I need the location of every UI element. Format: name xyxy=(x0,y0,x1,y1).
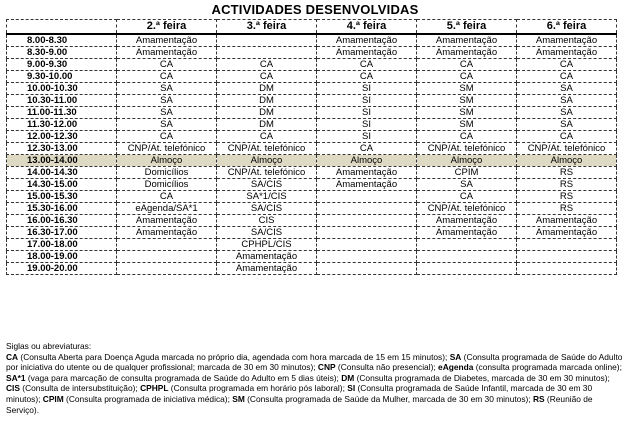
time-slot: 9.30-10.00 xyxy=(7,71,117,83)
legend-abbr: DM xyxy=(341,372,355,383)
schedule-cell: SA xyxy=(517,107,617,119)
schedule-cell: Amamentação xyxy=(117,34,217,47)
schedule-cell: CA xyxy=(117,59,217,71)
legend-desc: (Consulta de intersubstituição); xyxy=(19,383,141,394)
schedule-cell: CIS xyxy=(217,215,317,227)
table-row xyxy=(7,251,617,263)
table-row xyxy=(7,179,617,191)
schedule-cell: SA/CIS xyxy=(217,179,317,191)
schedule-cell xyxy=(117,239,217,251)
schedule-cell: SA xyxy=(117,107,217,119)
schedule-cell: Amamentação xyxy=(517,215,617,227)
schedule-cell: Amamentação xyxy=(317,179,417,191)
legend-abbr: CPIM xyxy=(42,393,64,404)
table-row xyxy=(7,263,617,275)
time-slot: 15.00-15.30 xyxy=(7,191,117,203)
schedule-cell: RS xyxy=(517,167,617,179)
schedule-cell: Amamentação xyxy=(417,215,517,227)
time-slot: 12.30-13.00 xyxy=(7,143,117,155)
time-slot: 12.00-12.30 xyxy=(7,131,117,143)
legend-desc: (Consulta não presencial); xyxy=(335,362,439,373)
schedule-cell: Amamentação xyxy=(317,34,417,47)
day-header: 2.ª feira xyxy=(117,20,217,35)
schedule-cell xyxy=(417,251,517,263)
time-slot: 14.30-15.00 xyxy=(7,179,117,191)
schedule-cell: CNP/At. telefónico xyxy=(217,167,317,179)
table-row xyxy=(7,131,617,143)
legend-abbr: SA*1 xyxy=(6,372,26,383)
schedule-cell xyxy=(517,239,617,251)
time-slot: 19.00-20.00 xyxy=(7,263,117,275)
schedule-cell: Almoço xyxy=(417,155,517,167)
day-header: 5.ª feira xyxy=(417,20,517,35)
schedule-cell: SI xyxy=(317,107,417,119)
table-row xyxy=(7,34,617,47)
time-slot: 8.00-8.30 xyxy=(7,34,117,47)
legend-desc: (Consulta programada de Saúde Infantil, marcada de 30 em 30 minutos); xyxy=(6,383,593,404)
schedule-cell xyxy=(417,263,517,275)
schedule-cell: CNP/At. telefónico xyxy=(417,203,517,215)
table-row xyxy=(7,215,617,227)
schedule-cell: SA*1/CIS xyxy=(217,191,317,203)
schedule-cell: RS xyxy=(517,191,617,203)
schedule-cell: SA/CIS xyxy=(217,203,317,215)
time-slot: 11.30-12.00 xyxy=(7,119,117,131)
schedule-cell xyxy=(317,191,417,203)
schedule-cell: Amamentação xyxy=(217,251,317,263)
table-row xyxy=(7,83,617,95)
legend xyxy=(6,341,624,415)
legend-abbr: SM xyxy=(232,393,245,404)
time-slot: 17.00-18.00 xyxy=(7,239,117,251)
header-row xyxy=(7,20,617,35)
schedule-cell: SA xyxy=(117,95,217,107)
table-row xyxy=(7,191,617,203)
schedule-cell: DM xyxy=(217,119,317,131)
schedule-cell: SA xyxy=(517,119,617,131)
schedule-cell: SA xyxy=(117,83,217,95)
legend-abbr: RS xyxy=(532,393,545,404)
schedule-cell: DM xyxy=(217,95,317,107)
table-row xyxy=(7,239,617,251)
time-slot: 9.00-9.30 xyxy=(7,59,117,71)
schedule-cell: SA xyxy=(117,119,217,131)
table-row xyxy=(7,71,617,83)
schedule-cell xyxy=(517,251,617,263)
schedule-cell: CPHPL/CIS xyxy=(217,239,317,251)
schedule-cell: SI xyxy=(317,119,417,131)
legend-abbr: SI xyxy=(347,383,356,394)
time-slot: 8.30-9.00 xyxy=(7,47,117,59)
schedule-cell: CA xyxy=(217,59,317,71)
schedule-cell: CA xyxy=(317,71,417,83)
schedule-cell: DM xyxy=(217,107,317,119)
table-row xyxy=(7,143,617,155)
schedule-cell xyxy=(317,215,417,227)
legend-desc: (Consulta programada de Saúde da Mulher, marcada de 30 em 30 minutos); xyxy=(244,393,533,404)
schedule-cell: Amamentação xyxy=(417,34,517,47)
time-slot: 16.30-17.00 xyxy=(7,227,117,239)
schedule-cell: Amamentação xyxy=(117,47,217,59)
schedule-cell: CA xyxy=(417,59,517,71)
legend-desc: (Consulta programada de Saúde do Adulto por iniciativa do utente ou de qualquer profissional; marcada de 30 em 30 minutos); xyxy=(6,351,623,373)
schedule-cell: CA xyxy=(417,131,517,143)
schedule-cell: Amamentação xyxy=(417,227,517,239)
legend-abbr: CPHPL xyxy=(140,383,169,394)
schedule-cell: CNP/At. telefónico xyxy=(217,143,317,155)
table-row xyxy=(7,167,617,179)
schedule-cell xyxy=(117,263,217,275)
schedule-cell: Amamentação xyxy=(117,215,217,227)
table-row xyxy=(7,227,617,239)
schedule-cell xyxy=(517,263,617,275)
schedule-cell: CA xyxy=(517,59,617,71)
schedule-cell: CA xyxy=(217,131,317,143)
table-row xyxy=(7,47,617,59)
legend-desc: (Consulta programada em horário pós laboral); xyxy=(168,383,348,394)
schedule-cell: SI xyxy=(317,131,417,143)
time-slot: 15.30-16.00 xyxy=(7,203,117,215)
day-header: 4.ª feira xyxy=(317,20,417,35)
schedule-cell: CA xyxy=(417,71,517,83)
schedule-cell: Amamentação xyxy=(517,34,617,47)
legend-desc: (Consulta Aberta para Doença Aguda marcada no próprio dia, agendada com hora marcada de 15 em 15 minutos); xyxy=(18,351,450,362)
schedule-body xyxy=(7,34,617,275)
schedule-cell: CNP/At. telefónico xyxy=(417,143,517,155)
schedule-cell: RS xyxy=(517,179,617,191)
legend-desc: (vaga para marcação de consulta programada de Saúde do Adulto em 5 dias úteis); xyxy=(25,372,342,383)
legend-desc: (Consulta programada de Diabetes, marcada de 30 em 30 minutos); xyxy=(354,372,610,383)
schedule-cell: Amamentação xyxy=(317,167,417,179)
schedule-cell: CA xyxy=(317,143,417,155)
schedule-cell: CA xyxy=(517,71,617,83)
schedule-cell: Amamentação xyxy=(517,227,617,239)
legend-header: Siglas ou abreviaturas: xyxy=(6,341,92,351)
schedule-cell: CA xyxy=(217,71,317,83)
header-corner xyxy=(7,20,117,35)
schedule-cell: eAgenda/SA*1 xyxy=(117,203,217,215)
legend-desc: (consulta programada marcada online); xyxy=(473,362,622,373)
table-row xyxy=(7,119,617,131)
schedule-cell: SA xyxy=(417,179,517,191)
day-header: 6.ª feira xyxy=(517,20,617,35)
schedule-cell: SM xyxy=(417,107,517,119)
schedule-cell: Amamentação xyxy=(317,47,417,59)
schedule-cell: Almoço xyxy=(517,155,617,167)
table-row xyxy=(7,59,617,71)
schedule-cell: CPIM xyxy=(417,167,517,179)
legend-abbr: SA xyxy=(449,351,462,362)
schedule-cell: DM xyxy=(217,83,317,95)
schedule-cell: SA/CIS xyxy=(217,227,317,239)
schedule-cell: SA xyxy=(517,95,617,107)
schedule-cell: CNP/At. telefónico xyxy=(517,143,617,155)
time-slot: 18.00-19.00 xyxy=(7,251,117,263)
schedule-cell: Amamentação xyxy=(417,47,517,59)
schedule-cell: RS xyxy=(517,203,617,215)
schedule-cell xyxy=(317,239,417,251)
schedule-cell: Almoço xyxy=(117,155,217,167)
schedule-cell xyxy=(317,263,417,275)
schedule-cell: Almoço xyxy=(217,155,317,167)
schedule-cell: CA xyxy=(517,131,617,143)
schedule-cell xyxy=(317,251,417,263)
table-row xyxy=(7,95,617,107)
day-header: 3.ª feira xyxy=(217,20,317,35)
legend-abbr: CA xyxy=(6,351,19,362)
schedule-cell: CA xyxy=(117,71,217,83)
schedule-cell: Domicílios xyxy=(117,167,217,179)
schedule-cell xyxy=(217,34,317,47)
schedule-cell: CA xyxy=(117,131,217,143)
page-title: ACTIVIDADES DESENVOLVIDAS xyxy=(211,2,419,17)
schedule-cell: CA xyxy=(317,59,417,71)
schedule-cell: CA xyxy=(417,191,517,203)
legend-desc: (Reunião de Serviço). xyxy=(6,393,593,415)
legend-desc: (Consulta programada de iniciativa médica); xyxy=(63,393,233,404)
time-slot: 13.00-14.00 xyxy=(7,155,117,167)
schedule-cell: SM xyxy=(417,119,517,131)
schedule-cell: SM xyxy=(417,83,517,95)
table-row xyxy=(7,203,617,215)
schedule-cell: CNP/At. telefónico xyxy=(117,143,217,155)
schedule-cell: Almoço xyxy=(317,155,417,167)
schedule-cell: SA xyxy=(517,83,617,95)
schedule-cell: CA xyxy=(117,191,217,203)
schedule-cell xyxy=(217,47,317,59)
schedule-cell: SI xyxy=(317,95,417,107)
schedule-cell: SI xyxy=(317,83,417,95)
table-row xyxy=(7,107,617,119)
schedule-cell: Amamentação xyxy=(117,227,217,239)
time-slot: 10.30-11.00 xyxy=(7,95,117,107)
legend-items xyxy=(6,352,622,415)
schedule-table xyxy=(6,19,617,275)
schedule-cell: SM xyxy=(417,95,517,107)
time-slot: 14.00-14.30 xyxy=(7,167,117,179)
time-slot: 11.00-11.30 xyxy=(7,107,117,119)
schedule-cell xyxy=(417,239,517,251)
legend-abbr: CNP xyxy=(317,362,336,373)
schedule-cell: Amamentação xyxy=(517,47,617,59)
time-slot: 10.00-10.30 xyxy=(7,83,117,95)
schedule-cell: Domicílios xyxy=(117,179,217,191)
schedule-cell xyxy=(117,251,217,263)
legend-abbr: eAgenda xyxy=(438,362,474,373)
legend-abbr: CIS xyxy=(6,383,20,394)
schedule-cell xyxy=(317,203,417,215)
schedule-cell: Amamentação xyxy=(217,263,317,275)
table-row xyxy=(7,155,617,167)
schedule-cell xyxy=(317,227,417,239)
time-slot: 16.00-16.30 xyxy=(7,215,117,227)
